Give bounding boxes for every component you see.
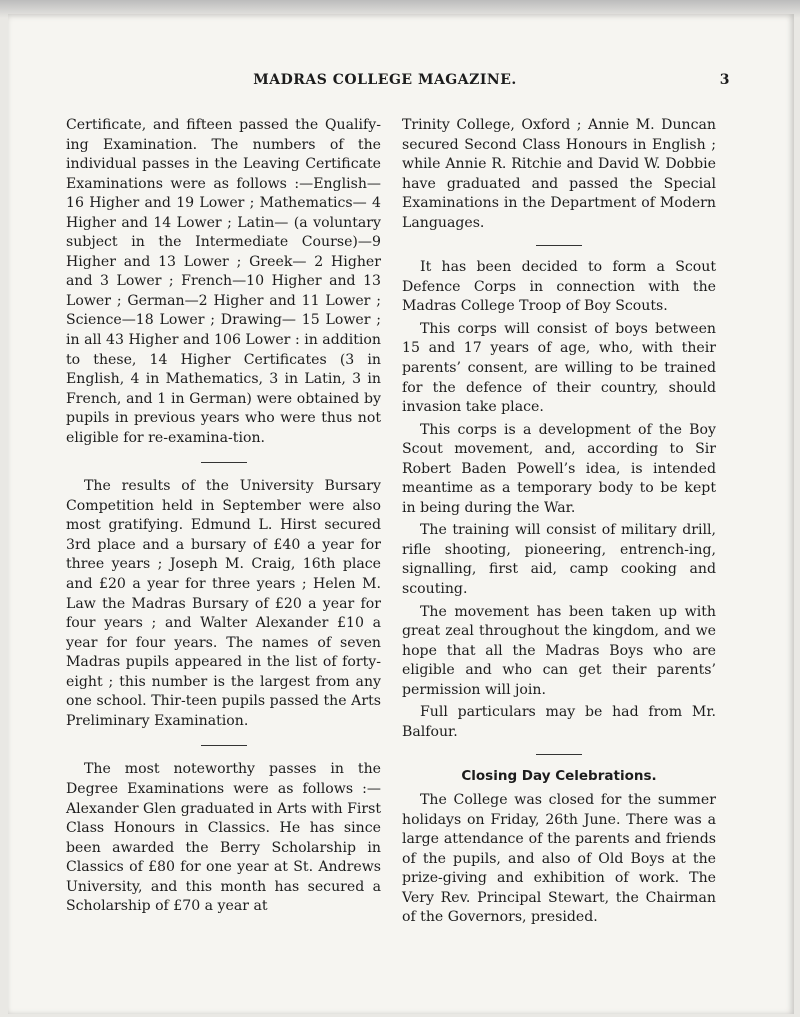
scout-corps-paragraph: It has been decided to form a Scout Defence Corps in connection with the Madras College Troop of Boy Scouts. [402,259,716,315]
magazine-title: MADRAS COLLEGE MAGAZINE. [253,72,517,88]
closing-day-paragraph: The College was closed for the summer holidays on Friday, 26th June. There was a large attendance of the parents and friends of the pupils, and also of Old Boys at the prize-giving and exhibition of work. The Very Rev. Principal Stewart, the Chairman of the Governors, presided. [402,791,716,926]
right-column [402,116,716,928]
particulars-paragraph: Full particulars may be had from Mr. Balfour. [402,704,716,740]
corps-development-paragraph: This corps is a development of the Boy Scout movement, and, according to Sir Robert Baden Powell’s idea, is intended meantime as a temporary body to be kept in being during the War. [402,421,716,516]
corps-membership-paragraph: This corps will consist of boys between 15 and 17 years of age, who, with their parents’ consent, are willing to be trained for the defence of their country, should invasion take place. [402,320,716,416]
exam-results-paragraph: Certificate, and fifteen passed the Qualify-ing Examination. The numbers of the individual passes in the Leaving Certificate Examinations were as follows :—English— 16 Higher and 19 Lower ; Mathematics— 4 Higher and 14 Lower ; Latin— (a voluntary subject in the Intermediate Course)—9 Higher and 13 Lower ; Greek— 2 Higher and 3 Lower ; French—10 Higher and 13 Lower ; German—2 Higher and 11 Lower ; Science—18 Lower ; Drawing— 15 Lower ; in all 43 Higher and 106 Lower : in addition to these, 14 Higher Certificates (3 in English, 4 in Mathematics, 3 in Latin, 3 in French, and 1 in German) were obtained by pupils in previous years who were thus not eligible for re-examina-tion. [66,117,381,446]
section-divider [536,245,582,246]
section-divider [201,462,247,463]
degree-paragraph: The most noteworthy passes in the Degree Examinations were as follows :— Alexander Glen graduated in Arts with First Class Honours in Classics. He has since been awarded the Berry Scholarship in Classics of £80 for one year at St. Andrews University, and this month has secured a Scholarship of £70 a year at [66,761,381,915]
section-divider [201,745,247,746]
bursary-paragraph: The results of the University Bursary Competition held in September were also most gratifying. Edmund L. Hirst secured 3rd place and a bursary of £40 a year for three years ; Joseph M. Craig, 16th place and £20 a year for three years ; Helen M. Law the Madras Bursary of £20 a year for four years ; and Walter Alexander £10 a year for four years. The names of seven Madras pupils appeared in the list of forty-eight ; this number is the largest from any one school. Thir-teen pupils passed the Arts Preliminary Examination. [66,478,381,729]
left-column [66,116,381,917]
movement-paragraph: The movement has been taken up with great zeal throughout the kingdom, and we hope that all the Madras Boys who are eligible and who can get their parents’ permission will join. [402,603,716,698]
degree-continued-paragraph: Trinity College, Oxford ; Annie M. Duncan secured Second Class Honours in English ; while Annie R. Ritchie and David W. Dobbie have graduated and passed the Special Examinations in the Department of Modern Languages. [402,117,716,231]
page-number: 3 [719,72,730,88]
section-heading: Closing Day Celebrations. [461,768,657,785]
running-head [60,72,730,94]
training-paragraph: The training will consist of military drill, rifle shooting, pioneering, entrench-ing, signalling, first aid, camp cooking and scouting. [402,522,716,598]
section-divider [536,754,582,755]
